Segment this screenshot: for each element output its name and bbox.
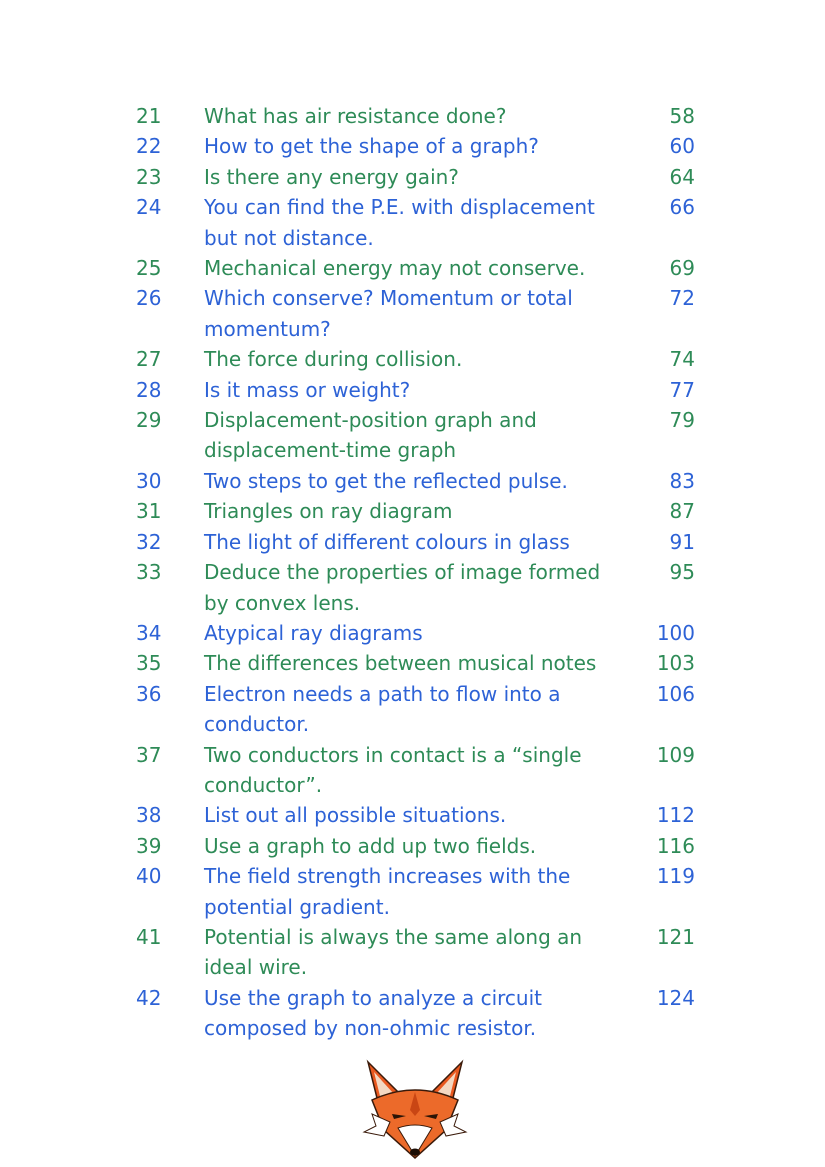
entry-page-number: 60 — [669, 134, 695, 159]
entry-number: 31 — [136, 499, 162, 524]
entry-page-number: 74 — [669, 347, 695, 372]
toc-entry — [0, 375, 825, 405]
toc-entry — [0, 983, 825, 1044]
toc-entry — [0, 192, 825, 253]
entry-title: Which conserve? Momentum or total momentum? — [204, 286, 573, 341]
entry-page-number: 95 — [669, 560, 695, 585]
entry-number: 39 — [136, 833, 162, 858]
entry-title: Deduce the properties of image formed by convex lens. — [204, 560, 601, 615]
entry-number: 35 — [136, 651, 162, 676]
entry-page-number: 91 — [669, 529, 695, 554]
toc-entry — [0, 648, 825, 678]
entry-title: Is it mass or weight? — [204, 377, 411, 402]
entry-title: Use the graph to analyze a circuit composed by non-ohmic resistor. — [204, 985, 542, 1041]
entry-title: The field strength increases with the potential gradient. — [204, 864, 571, 919]
entry-title: The light of different colours in glass — [204, 529, 570, 554]
entry-page-number: 100 — [656, 620, 695, 645]
toc-entry — [0, 496, 825, 526]
toc-entry — [0, 466, 825, 496]
entry-title: What has air resistance done? — [204, 104, 507, 128]
toc-entry — [0, 800, 825, 830]
entry-number: 24 — [136, 195, 162, 220]
entry-page-number: 124 — [656, 985, 695, 1010]
entry-number: 22 — [136, 134, 162, 159]
table-of-contents — [0, 101, 825, 1044]
entry-title: You can find the P.E. with displacement but not distance. — [204, 195, 595, 250]
entry-number: 25 — [136, 256, 162, 281]
toc-entry — [0, 831, 825, 861]
entry-page-number: 64 — [669, 164, 695, 189]
toc-entry — [0, 527, 825, 557]
toc-entry — [0, 162, 825, 192]
entry-page-number: 103 — [656, 651, 695, 676]
entry-number: 37 — [136, 742, 162, 767]
entry-number: 32 — [136, 529, 162, 554]
entry-page-number: 106 — [656, 681, 695, 706]
entry-number: 40 — [136, 864, 162, 889]
toc-entry — [0, 922, 825, 983]
toc-entry — [0, 861, 825, 922]
toc-entry — [0, 101, 825, 131]
entry-number: 30 — [136, 468, 162, 493]
entry-number: 29 — [136, 408, 162, 433]
entry-number: 23 — [136, 164, 162, 189]
toc-entry — [0, 253, 825, 283]
fox-head-icon — [360, 1052, 470, 1160]
entry-number: 41 — [136, 924, 162, 949]
entry-number: 28 — [136, 377, 162, 402]
entry-page-number: 79 — [669, 408, 695, 433]
entry-page-number: 58 — [669, 104, 695, 128]
entry-page-number: 116 — [656, 833, 695, 858]
entry-page-number: 87 — [669, 499, 695, 524]
entry-page-number: 109 — [656, 742, 695, 767]
entry-number: 33 — [136, 560, 162, 585]
entry-title: Electron needs a path to flow into a conductor. — [204, 681, 561, 737]
entry-title: Potential is always the same along an ideal wire. — [204, 924, 583, 980]
entry-title: Displacement-position graph and displacement-time graph — [204, 408, 537, 463]
entry-title: The force during collision. — [204, 347, 463, 372]
entry-title: Triangles on ray diagram — [204, 499, 453, 524]
entry-title: Mechanical energy may not conserve. — [204, 256, 586, 281]
entry-number: 21 — [136, 104, 162, 128]
toc-entry — [0, 557, 825, 618]
entry-title: List out all possible situations. — [204, 803, 507, 828]
entry-title: The differences between musical notes — [204, 651, 597, 676]
entry-number: 34 — [136, 620, 162, 645]
entry-title: Atypical ray diagrams — [204, 620, 423, 645]
entry-page-number: 112 — [656, 803, 695, 828]
entry-page-number: 121 — [656, 924, 695, 949]
entry-page-number: 119 — [656, 864, 695, 889]
toc-entry — [0, 131, 825, 161]
entry-number: 38 — [136, 803, 162, 828]
toc-entry — [0, 679, 825, 740]
entry-title: How to get the shape of a graph? — [204, 134, 539, 159]
entry-page-number: 77 — [669, 377, 695, 402]
entry-page-number: 83 — [669, 468, 695, 493]
entry-number: 26 — [136, 286, 162, 311]
entry-number: 27 — [136, 347, 162, 372]
entry-page-number: 72 — [669, 286, 695, 311]
entry-page-number: 66 — [669, 195, 695, 220]
entry-title: Use a graph to add up two fields. — [204, 833, 537, 858]
entry-title: Is there any energy gain? — [204, 164, 459, 189]
toc-entry — [0, 344, 825, 374]
toc-entry — [0, 618, 825, 648]
entry-page-number: 69 — [669, 256, 695, 281]
entry-number: 36 — [136, 681, 162, 706]
toc-entry — [0, 283, 825, 344]
toc-entry — [0, 405, 825, 466]
entry-number: 42 — [136, 985, 162, 1010]
entry-title: Two steps to get the reflected pulse. — [204, 468, 568, 493]
toc-entry — [0, 740, 825, 801]
entry-title: Two conductors in contact is a “single conductor”. — [204, 742, 582, 797]
